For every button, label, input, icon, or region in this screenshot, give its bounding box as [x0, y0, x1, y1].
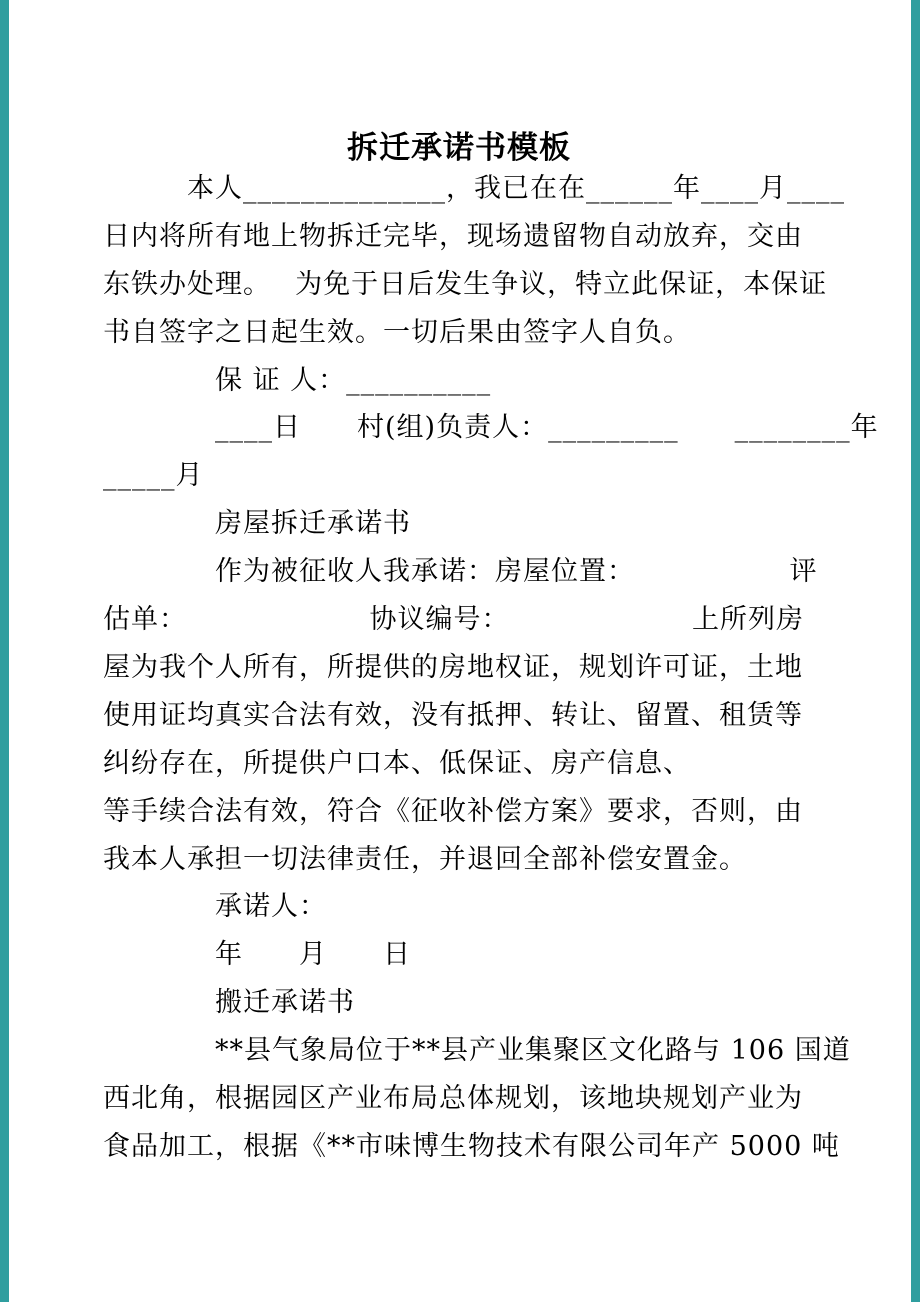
doc-line: 屋为我个人所有，所提供的房地权证，规划许可证，土地	[103, 652, 803, 683]
left-edge-bar	[0, 0, 9, 1302]
doc-line: 食品加工，根据《**市味博生物技术有限公司年产 5000 吨	[103, 1131, 840, 1162]
doc-line: _____月	[103, 460, 204, 491]
doc-line: 等手续合法有效，符合《征收补偿方案》要求，否则，由	[103, 796, 803, 827]
doc-line: 承诺人：	[215, 891, 327, 922]
doc-line: 纠纷存在，所提供户口本、低保证、房产信息、	[103, 748, 691, 779]
doc-line: 房屋拆迁承诺书	[215, 508, 411, 539]
doc-line: 搬迁承诺书	[215, 987, 355, 1018]
doc-line: 作为被征收人我承诺：房屋位置： 评	[215, 556, 818, 587]
doc-line: ____日 村(组)负责人：_________ ________年	[215, 412, 879, 443]
doc-line: 我本人承担一切法律责任，并退回全部补偿安置金。	[103, 844, 747, 875]
doc-line: 日内将所有地上物拆迁完毕，现场遗留物自动放弃，交由	[103, 221, 803, 252]
doc-line: 东铁办处理。 为免于日后发生争议，特立此保证，本保证	[103, 269, 828, 300]
doc-line: **县气象局位于**县产业集聚区文化路与 106 国道	[215, 1035, 851, 1066]
doc-line: 西北角，根据园区产业布局总体规划，该地块规划产业为	[103, 1083, 803, 1114]
doc-line: 使用证均真实合法有效，没有抵押、转让、留置、租赁等	[103, 700, 803, 731]
document-title: 拆迁承诺书模板	[347, 130, 571, 166]
doc-line: 本人______________，我已在在______年____月____	[187, 173, 845, 204]
doc-line: 保 证 人：__________	[215, 365, 492, 396]
doc-line: 估单： 协议编号： 上所列房	[103, 604, 804, 635]
doc-line: 书自签字之日起生效。一切后果由签字人自负。	[103, 317, 691, 348]
doc-line: 年 月 日	[215, 939, 411, 970]
